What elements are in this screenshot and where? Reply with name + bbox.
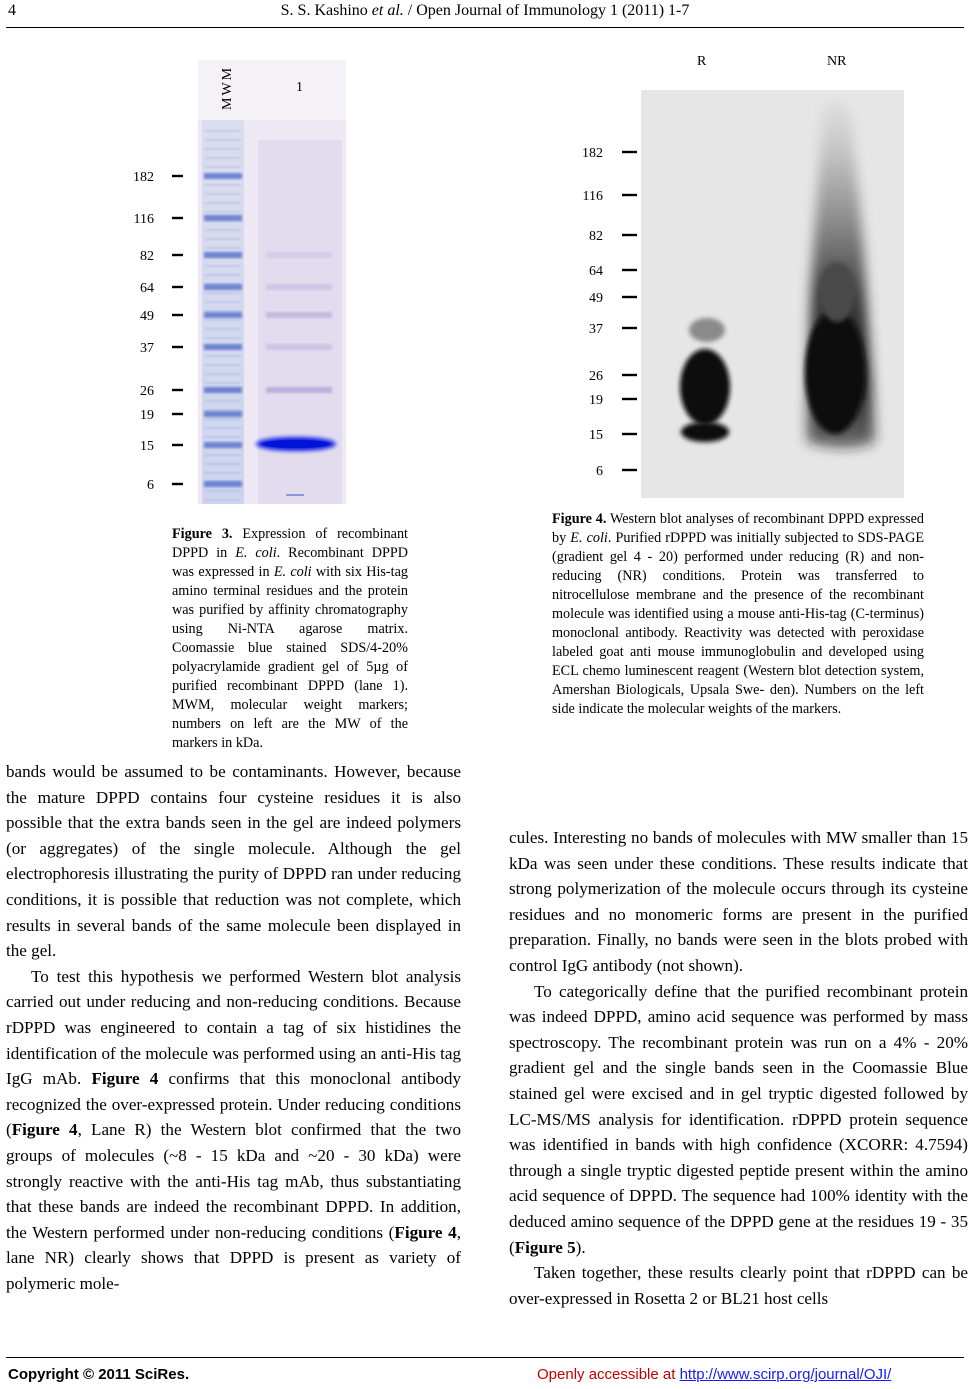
body-column-left [6, 759, 461, 1296]
ladder-texture [205, 364, 241, 366]
ladder-texture [205, 229, 241, 231]
ladder-texture [205, 481, 241, 483]
running-header [0, 2, 970, 24]
header-rule [6, 27, 964, 28]
faint-band [286, 494, 304, 496]
footer-access: Openly accessible at http://www.scirp.org/journal/OJI/ [537, 1366, 892, 1383]
marker-tick [622, 469, 637, 471]
figure-4-caption: Figure 4. Western blot analyses of recombinant DPPD expressed by E. coli. Purified rDPPD was initially subjected to SDS-PAGE (gradient gel 4 - 20) performed under reducing (R) and non-reducing (NR) conditions. Protein was transferred to nitrocellulose membrane and the presence of the recombinant molecule was identified using a mouse anti-His-tag (C-terminus) monoclonal antibody. Reactivity was detected with peroxidase labeled goat anti mouse immunoglobulin and developed using ECL chemo luminescent reagent (Western blot detection system, Amershan Biologicals, Upsala Swe- den). Numbers on the left side indicate the molecular weights of the markers. [552, 511, 925, 717]
marker-label: 82 [140, 249, 154, 264]
ladder-texture [205, 445, 241, 447]
main-band-core [262, 440, 330, 448]
marker-label: 116 [133, 212, 154, 227]
page-number: 4 [8, 2, 16, 19]
marker-tick [172, 175, 183, 177]
ladder-texture [205, 463, 241, 465]
paragraph: To categorically define that the purified recombinant protein was indeed DPPD, amino acid sequence was performed by mass spectroscopy. The recombinant protein was run on a 4% - 20% gradient gel and the single bands seen in the Coomassie Blue stained gel were excised and in gel tryptic digested followed by LC-MS/MS analysis for identification. rDPPD protein sequence was identified in bands with high confidence (XCORR: 4.7594) through a single tryptic digested peptide present within the amino acid sequence of DPPD. The sequence had 100% identity with the deduced amino sequence of the DPPD gene at the residues 19 - 35 (Figure 5). [509, 981, 968, 1257]
ladder-texture [205, 490, 241, 492]
ladder-texture [205, 346, 241, 348]
marker-label: 37 [589, 322, 603, 337]
ladder-band [204, 411, 242, 417]
lane-label-1: 1 [296, 80, 303, 95]
ladder-texture [205, 247, 241, 249]
marker-label: 19 [140, 408, 154, 423]
figure-3-gel [118, 60, 346, 504]
ladder-texture [205, 175, 241, 177]
marker-tick [172, 217, 183, 219]
marker-label: 182 [133, 170, 154, 185]
marker-tick [172, 444, 183, 446]
sample-band [266, 252, 332, 258]
marker-label: 6 [147, 478, 154, 493]
ladder-texture [205, 418, 241, 420]
marker-tick [622, 433, 637, 435]
figure-ref: Figure 4 [11, 1120, 78, 1140]
marker-label: 82 [589, 229, 603, 244]
marker-tick [622, 374, 637, 376]
ladder-texture [205, 382, 241, 384]
marker-label: 64 [140, 281, 154, 296]
footer-rule [6, 1357, 964, 1358]
ladder-texture [205, 400, 241, 402]
marker-label: 49 [589, 291, 603, 306]
marker-tick [622, 234, 637, 236]
marker-tick [172, 286, 183, 288]
ladder-texture [205, 436, 241, 438]
ladder-texture [205, 130, 241, 132]
ladder-texture [205, 265, 241, 267]
marker-tick [622, 398, 637, 400]
marker-label: 49 [140, 309, 154, 324]
ladder-texture [205, 139, 241, 141]
ladder-texture [205, 391, 241, 393]
ladder-texture [205, 157, 241, 159]
marker-label: 116 [582, 189, 603, 204]
lane-label-r: R [697, 54, 707, 69]
paragraph: Taken together, these results clearly point that rDPPD can be over-expressed in Rosetta 2 or BL21 host cells [509, 1263, 968, 1308]
marker-tick [172, 254, 183, 256]
band-r-low [681, 422, 729, 442]
ladder-texture [205, 319, 241, 321]
ladder-texture [205, 283, 241, 285]
marker-tick [172, 314, 183, 316]
ladder-texture [205, 472, 241, 474]
ladder-texture [205, 238, 241, 240]
figure-4-label: Figure 4. [552, 511, 607, 527]
lane-label-mwm: MWM [220, 65, 235, 110]
ladder-texture [205, 166, 241, 168]
marker-tick [172, 413, 183, 415]
ladder-texture [205, 337, 241, 339]
marker-tick [622, 327, 637, 329]
ladder-texture [205, 193, 241, 195]
ladder-texture [205, 310, 241, 312]
ladder-texture [205, 454, 241, 456]
paragraph: cules. Interesting no bands of molecules with MW smaller than 15 kDa was seen under these conditions. These results indicate that strong polymerization of the molecule occurs through its cysteine residues and no monomeric forms are present in the purified preparation. Finally, no bands were seen in the blots probed with control IgG antibody (not shown). [509, 828, 968, 975]
journal-link[interactable]: http://www.scirp.org/journal/OJI/ [679, 1366, 892, 1383]
marker-label: 26 [140, 384, 154, 399]
marker-tick [622, 296, 637, 298]
band-r-main [680, 349, 730, 425]
figure-4-blot [545, 42, 909, 498]
marker-label: 6 [596, 464, 603, 479]
sample-band [266, 387, 332, 393]
marker-label: 15 [140, 439, 154, 454]
marker-label: 15 [589, 428, 603, 443]
marker-tick [622, 151, 637, 153]
footer-copyright: Copyright © 2011 SciRes. [8, 1366, 190, 1383]
marker-tick [172, 483, 183, 485]
marker-label: 64 [589, 264, 603, 279]
band-r-upper [689, 318, 725, 342]
marker-label: 37 [140, 341, 154, 356]
ladder-texture [205, 202, 241, 204]
ladder-texture [205, 373, 241, 375]
sample-band [266, 284, 332, 290]
marker-label: 26 [589, 369, 603, 384]
sample-band [266, 344, 332, 350]
marker-tick [172, 346, 183, 348]
figure-ref: Figure 4 [91, 1069, 159, 1089]
figure-ref: Figure 4 [394, 1222, 457, 1242]
figure-ref: Figure 5 [514, 1237, 576, 1257]
ladder-texture [205, 184, 241, 186]
ladder-texture [205, 355, 241, 357]
marker-tick [622, 194, 637, 196]
lane-label-nr: NR [827, 54, 847, 69]
ladder-texture [205, 328, 241, 330]
figure-3-caption: Figure 3. Expression of recombinant DPPD in E. coli. Recombinant DPPD was expressed in E. coli with six His-tag amino terminal residues and the protein was purified by affinity chromatography using Ni-NTA agarose matrix. Coomassie blue stained SDS/4-20% polyacrylamide gradient gel of 5µg of purified recombinant DPPD (lane 1). MWM, molecular weight markers; numbers on left are the MW of the markers in kDa. [172, 526, 408, 751]
sample-band [266, 312, 332, 318]
ladder-texture [205, 274, 241, 276]
ladder-texture [205, 301, 241, 303]
figure-3-label: Figure 3. [172, 526, 233, 542]
paragraph: To test this hypothesis we performed Western blot analysis carried out under reducing and non-reducing conditions. Because rDPPD was engineered to contain a tag of six histidines the identification of the molecule was performed using an anti-His tag IgG mAb. Figure 4 confirms that this monoclonal antibody recognized the over-expressed protein. Under reducing conditions (Figure 4, Lane R) the Western blot confirmed that the two groups of molecules (~8 - 15 kDa and ~20 - 30 kDa) were strongly reactive with the anti-His tag mAb, thus substantiating that these bands are indeed the recombinant DPPD. In addition, the Western performed under non-reducing conditions (Figure 4, lane NR) clearly shows that DPPD is present as variety of polymeric mole- [6, 966, 462, 1293]
ladder-texture [205, 499, 241, 501]
body-column-right [509, 825, 968, 1311]
ladder-texture [205, 409, 241, 411]
marker-tick [622, 269, 637, 271]
ladder-texture [205, 220, 241, 222]
ladder-texture [205, 292, 241, 294]
marker-tick [172, 389, 183, 391]
marker-label: 19 [589, 393, 603, 408]
ladder-texture [205, 211, 241, 213]
paragraph: bands would be assumed to be contaminants. However, because the mature DPPD contains four cysteine residues it is also possible that the extra bands seen in the gel are indeed polymers (or aggregates) of the single molecule. Although the gel electrophoresis illustrating the purity of DPPD ran under reducing conditions, it is possible that reduction was not complete, which results in several bands of the same molecule been displayed in the gel. [6, 762, 461, 961]
ladder-texture [205, 256, 241, 258]
running-head: S. S. Kashino et al. / Open Journal of Immunology 1 (2011) 1-7 [280, 2, 690, 19]
ladder-texture [205, 427, 241, 429]
ladder-texture [205, 148, 241, 150]
ladder-band [204, 312, 242, 318]
marker-label: 182 [582, 146, 603, 161]
